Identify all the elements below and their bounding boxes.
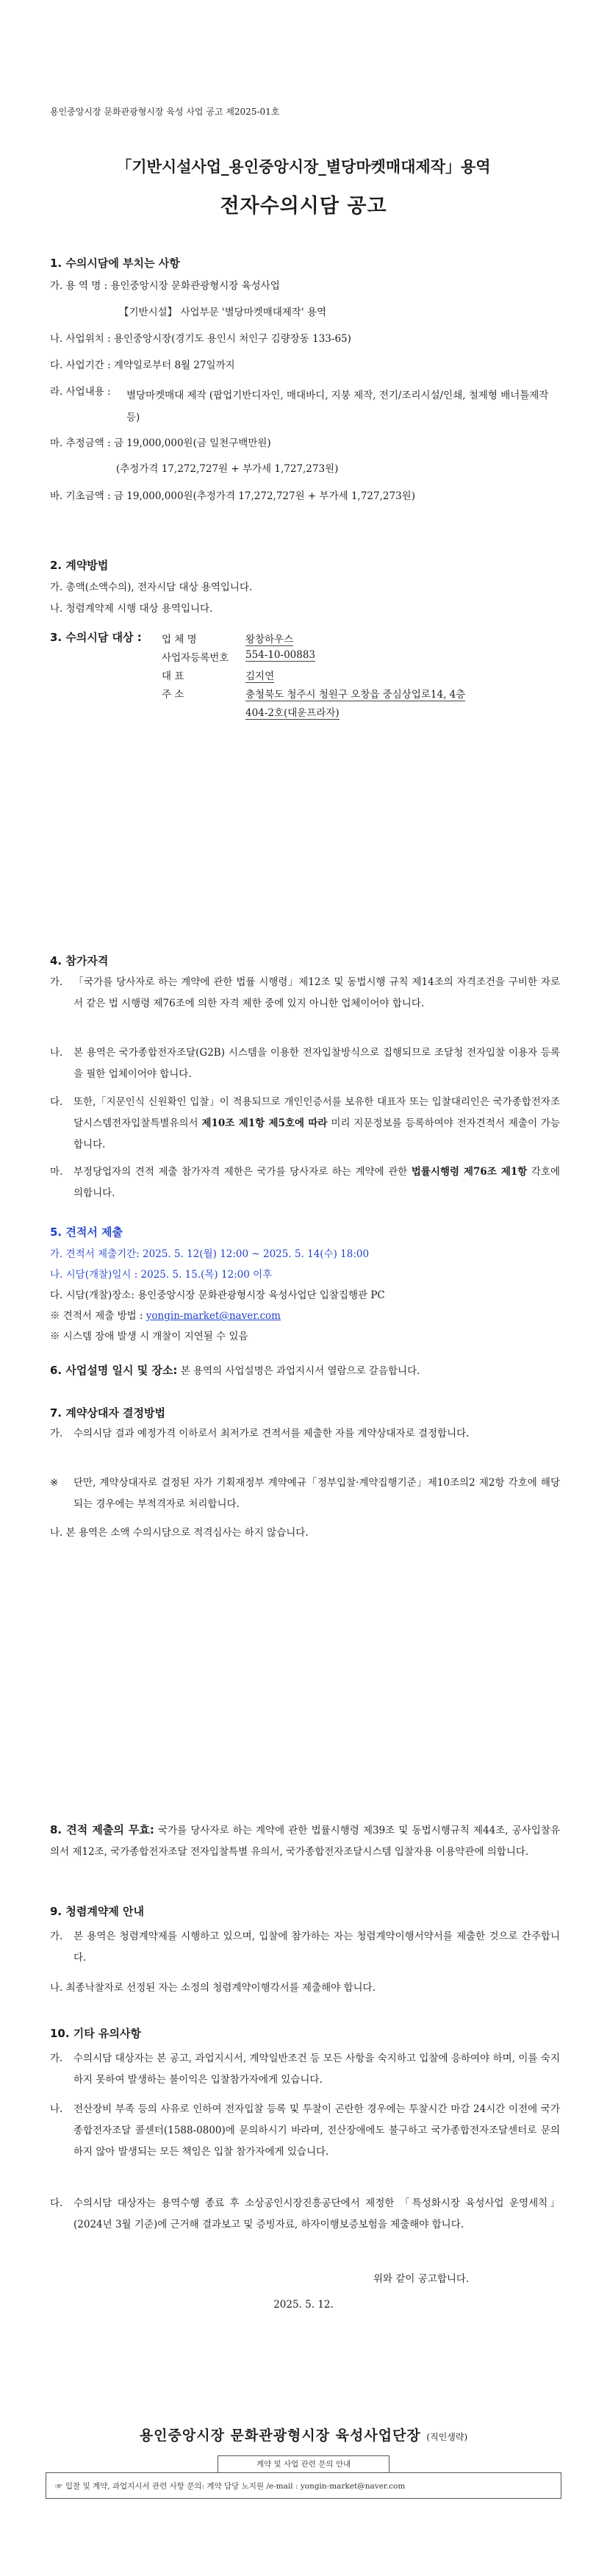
project-title: 「기반시설사업_용인중앙시장_별당마켓매대제작」용역 bbox=[116, 158, 491, 176]
notice-number: 용인중앙시장 문화관광형시장 육성 사업 공고 제2025-01호 bbox=[50, 107, 280, 117]
s5-na: 나. 시담(개찰)일시 : 2025. 5. 15.(목) 12:00 이후 bbox=[50, 1269, 273, 1281]
section-3-heading: 3. 수의시담 대상 : bbox=[50, 631, 142, 644]
s10-da: 다. 수의시담 대상자는 용역수행 종료 후 소상공인시장진흥공단에서 제정한 「특성화시장 육성사업 운영세칙」(2024년 3월 기준)에 근거해 결과보고 및 증빙자료, 하자이행보증보험을 제출해야 합니다. bbox=[50, 2197, 560, 2230]
s7-ga: 가. 수의시담 결과 예정가격 이하로서 최저가로 견적서를 제출한 자를 계약상대자로 결정합니다. bbox=[50, 1428, 470, 1439]
section-10-heading: 10. 기타 유의사항 bbox=[50, 2027, 141, 2040]
section-8-heading: 8. 견적 제출의 무효: bbox=[50, 1823, 154, 1836]
s9-na: 나. 최종낙찰자로 선정된 자는 소정의 청렴계약이행각서를 제출해야 합니다. bbox=[50, 1982, 376, 1994]
section-7-heading: 7. 계약상대자 결정방법 bbox=[50, 1406, 165, 1420]
section-6-heading: 6. 사업설명 일시 및 장소: 본 용역의 사업설명은 과업지시서 열람으로 갈음합니다. bbox=[50, 1364, 420, 1377]
s7-note: ※ 단만, 계약상대자로 결정된 자가 기획재정부 계약예규「정부입찰·계약집행기준」제10조의2 제2항 각호에 해당되는 경우에는 부적격자로 처리합니다. bbox=[50, 1477, 560, 1510]
s1-ba: 바. 기초금액 : 금 19,000,000원(추정가격 17,272,727원 + 부가세 1,727,273원) bbox=[50, 490, 415, 502]
section-5-heading: 5. 견적서 제출 bbox=[50, 1226, 123, 1239]
s1-ga: 가. 용 역 명 : 용인중앙시장 문화관광형시장 육성사업 bbox=[50, 280, 280, 292]
issuing-organization: 용인중앙시장 문화관광형시장 육성사업단장 (직인생략) bbox=[139, 2427, 468, 2444]
vendor-value: 충청북도 청주시 청원구 오창읍 중심상업로14, 4층 bbox=[245, 686, 465, 701]
closing-text: 위와 같이 공고합니다. bbox=[373, 2273, 470, 2285]
section-1-heading: 1. 수의시담에 부치는 사항 bbox=[50, 257, 180, 270]
section-4-heading: 4. 참가자격 bbox=[50, 954, 109, 967]
s10-ga: 가. 수의시담 대상자는 본 공고, 과업지시서, 계약일반조건 등 모든 사항을 숙지하고 입찰에 응하여야 하며, 이를 숙지하지 못하여 발생하는 불이익은 입찰참가자에게 있습니다. bbox=[50, 2053, 560, 2086]
s1-ra-text: 별당마켓매대 제작 (팝업기반디자인, 매대바디, 지붕 제작, 전기/조리시설/인쇄, 철제형 배너틀제작 등) bbox=[126, 390, 549, 423]
vendor-value: 554-10-00883 bbox=[245, 649, 316, 661]
page-title: 전자수의시담 공고 bbox=[220, 195, 387, 218]
section-2-heading: 2. 계약방법 bbox=[50, 559, 109, 572]
section-8: 8. 견적 제출의 무효: 국가를 당사자로 하는 계약에 관한 법률시행령 제39조 및 동법시행규칙 제44조, 공사입찰유의서 제12조, 국가종합전자조달 전자입찰특별 유의서, 국가종합전자조달시스템 입찰자용 이용약관에 의합니다. bbox=[50, 1823, 560, 1858]
s1-ga2: 【기반시설】 사업부문 '별당마켓매대제작' 용역 bbox=[119, 307, 327, 318]
s5-da: 다. 시담(개찰)장소: 용인중앙시장 문화관광형시장 육성사업단 입찰집행관 PC bbox=[50, 1289, 385, 1301]
s7-na: 나. 본 용역은 소액 수의시담으로 적격심사는 하지 않습니다. bbox=[50, 1527, 309, 1539]
seal-omitted-note: (직인생략) bbox=[426, 2432, 468, 2442]
contact-box-header: 계약 및 사업 관련 문의 안내 bbox=[218, 2455, 389, 2473]
vendor-value: 404-2호(대운프라자) bbox=[245, 704, 340, 720]
s5-note1: ※ 견적서 제출 방법 : yongin-market@naver.com bbox=[50, 1310, 281, 1322]
s5-note2: ※ 시스템 장애 발생 시 개찰이 지연될 수 있음 bbox=[50, 1331, 248, 1342]
s1-ra-label: 라. 사업내용 : bbox=[50, 386, 111, 398]
vendor-key: 주 소 bbox=[162, 689, 184, 701]
s4-da: 다. 또한,「지문인식 신원확인 입찰」이 적용되므로 개인인증서를 보유한 대표자 또는 입찰대리인은 국가종합전자조달시스템전자입찰특별유의서 제10조 제1항 제5호에 따라 미리 지문정보를 등록하여야 전자견적서 제출이 가능합니다. bbox=[50, 1096, 560, 1151]
s1-ma2: (추정가격 17,272,727원 + 부가세 1,727,273원) bbox=[116, 463, 339, 475]
qualified-vendor-table bbox=[162, 631, 573, 734]
notice-date: 2025. 5. 12. bbox=[273, 2299, 334, 2311]
s2-na: 나. 청렴계약제 시행 대상 용역입니다. bbox=[50, 603, 213, 615]
s4-ma: 마. 부정당업자의 견적 제출 참가자격 제한은 국가를 당사자로 하는 계약에 관한 법률시행령 제76조 제1항 각호에 의합니다. bbox=[50, 1166, 560, 1199]
s4-na: 나. 본 용역은 국가종합전자조달(G2B) 시스템을 이용한 전자입찰방식으로 집행되므로 조달청 전자입찰 이용자 등록을 필한 업체이어야 합니다. bbox=[50, 1047, 560, 1080]
s2-ga: 가. 총액(소액수의), 전자시담 대상 용역입니다. bbox=[50, 582, 253, 593]
vendor-value: 왕창하우스 bbox=[245, 631, 293, 646]
contact-box-body: ☞ 입찰 및 계약, 과업지시서 관련 사항 문의: 계약 담당 노지원 /e-mail : yongin-market@naver.com bbox=[46, 2472, 561, 2499]
s1-na: 나. 사업위치 : 용인중앙시장(경기도 용인시 처인구 김량장동 133-65) bbox=[50, 333, 351, 345]
vendor-key: 사업자등록번호 bbox=[162, 652, 229, 664]
vendor-key: 대 표 bbox=[162, 670, 184, 682]
submission-email-link[interactable]: yongin-market@naver.com bbox=[146, 1310, 281, 1322]
s9-ga: 가. 본 용역은 청렴계약제를 시행하고 있으며, 입찰에 참가하는 자는 청렴계약이행서약서를 제출한 것으로 간주합니다. bbox=[50, 1931, 560, 1964]
s10-na: 나. 전산장비 부족 등의 사유로 인하여 전자입찰 등록 및 투찰이 곤란한 경우에는 투찰시간 마감 24시간 이전에 국가종합전자조달 콜센터(1588-0800)에 문의하시기 바라며, 전산장애에도 불구하고 국가종합전자조달센터로 문의하지 않아 발생되는 모든 책임은 입찰 참가자에게 있습니다. bbox=[50, 2103, 560, 2158]
s4-ga: 가. 「국가를 당사자로 하는 계약에 관한 법률 시행령」제12조 및 동법시행 규칙 제14조의 자격조건을 구비한 자로서 같은 법 시행령 제76조에 의한 자격 제한 중에 있지 아니한 업체이어야 합니다. bbox=[50, 976, 560, 1009]
s5-ga: 가. 견적서 제출기간: 2025. 5. 12(월) 12:00 ~ 2025. 5. 14(수) 18:00 bbox=[50, 1248, 370, 1260]
s1-da: 다. 사업기간 : 계약일로부터 8월 27일까지 bbox=[50, 359, 235, 371]
section-9-heading: 9. 청렴계약제 안내 bbox=[50, 1905, 145, 1918]
vendor-value: 김지연 bbox=[245, 668, 274, 683]
vendor-key: 업 체 명 bbox=[162, 634, 197, 645]
s1-ma: 마. 추정금액 : 금 19,000,000원(금 일천구백만원) bbox=[50, 437, 271, 449]
